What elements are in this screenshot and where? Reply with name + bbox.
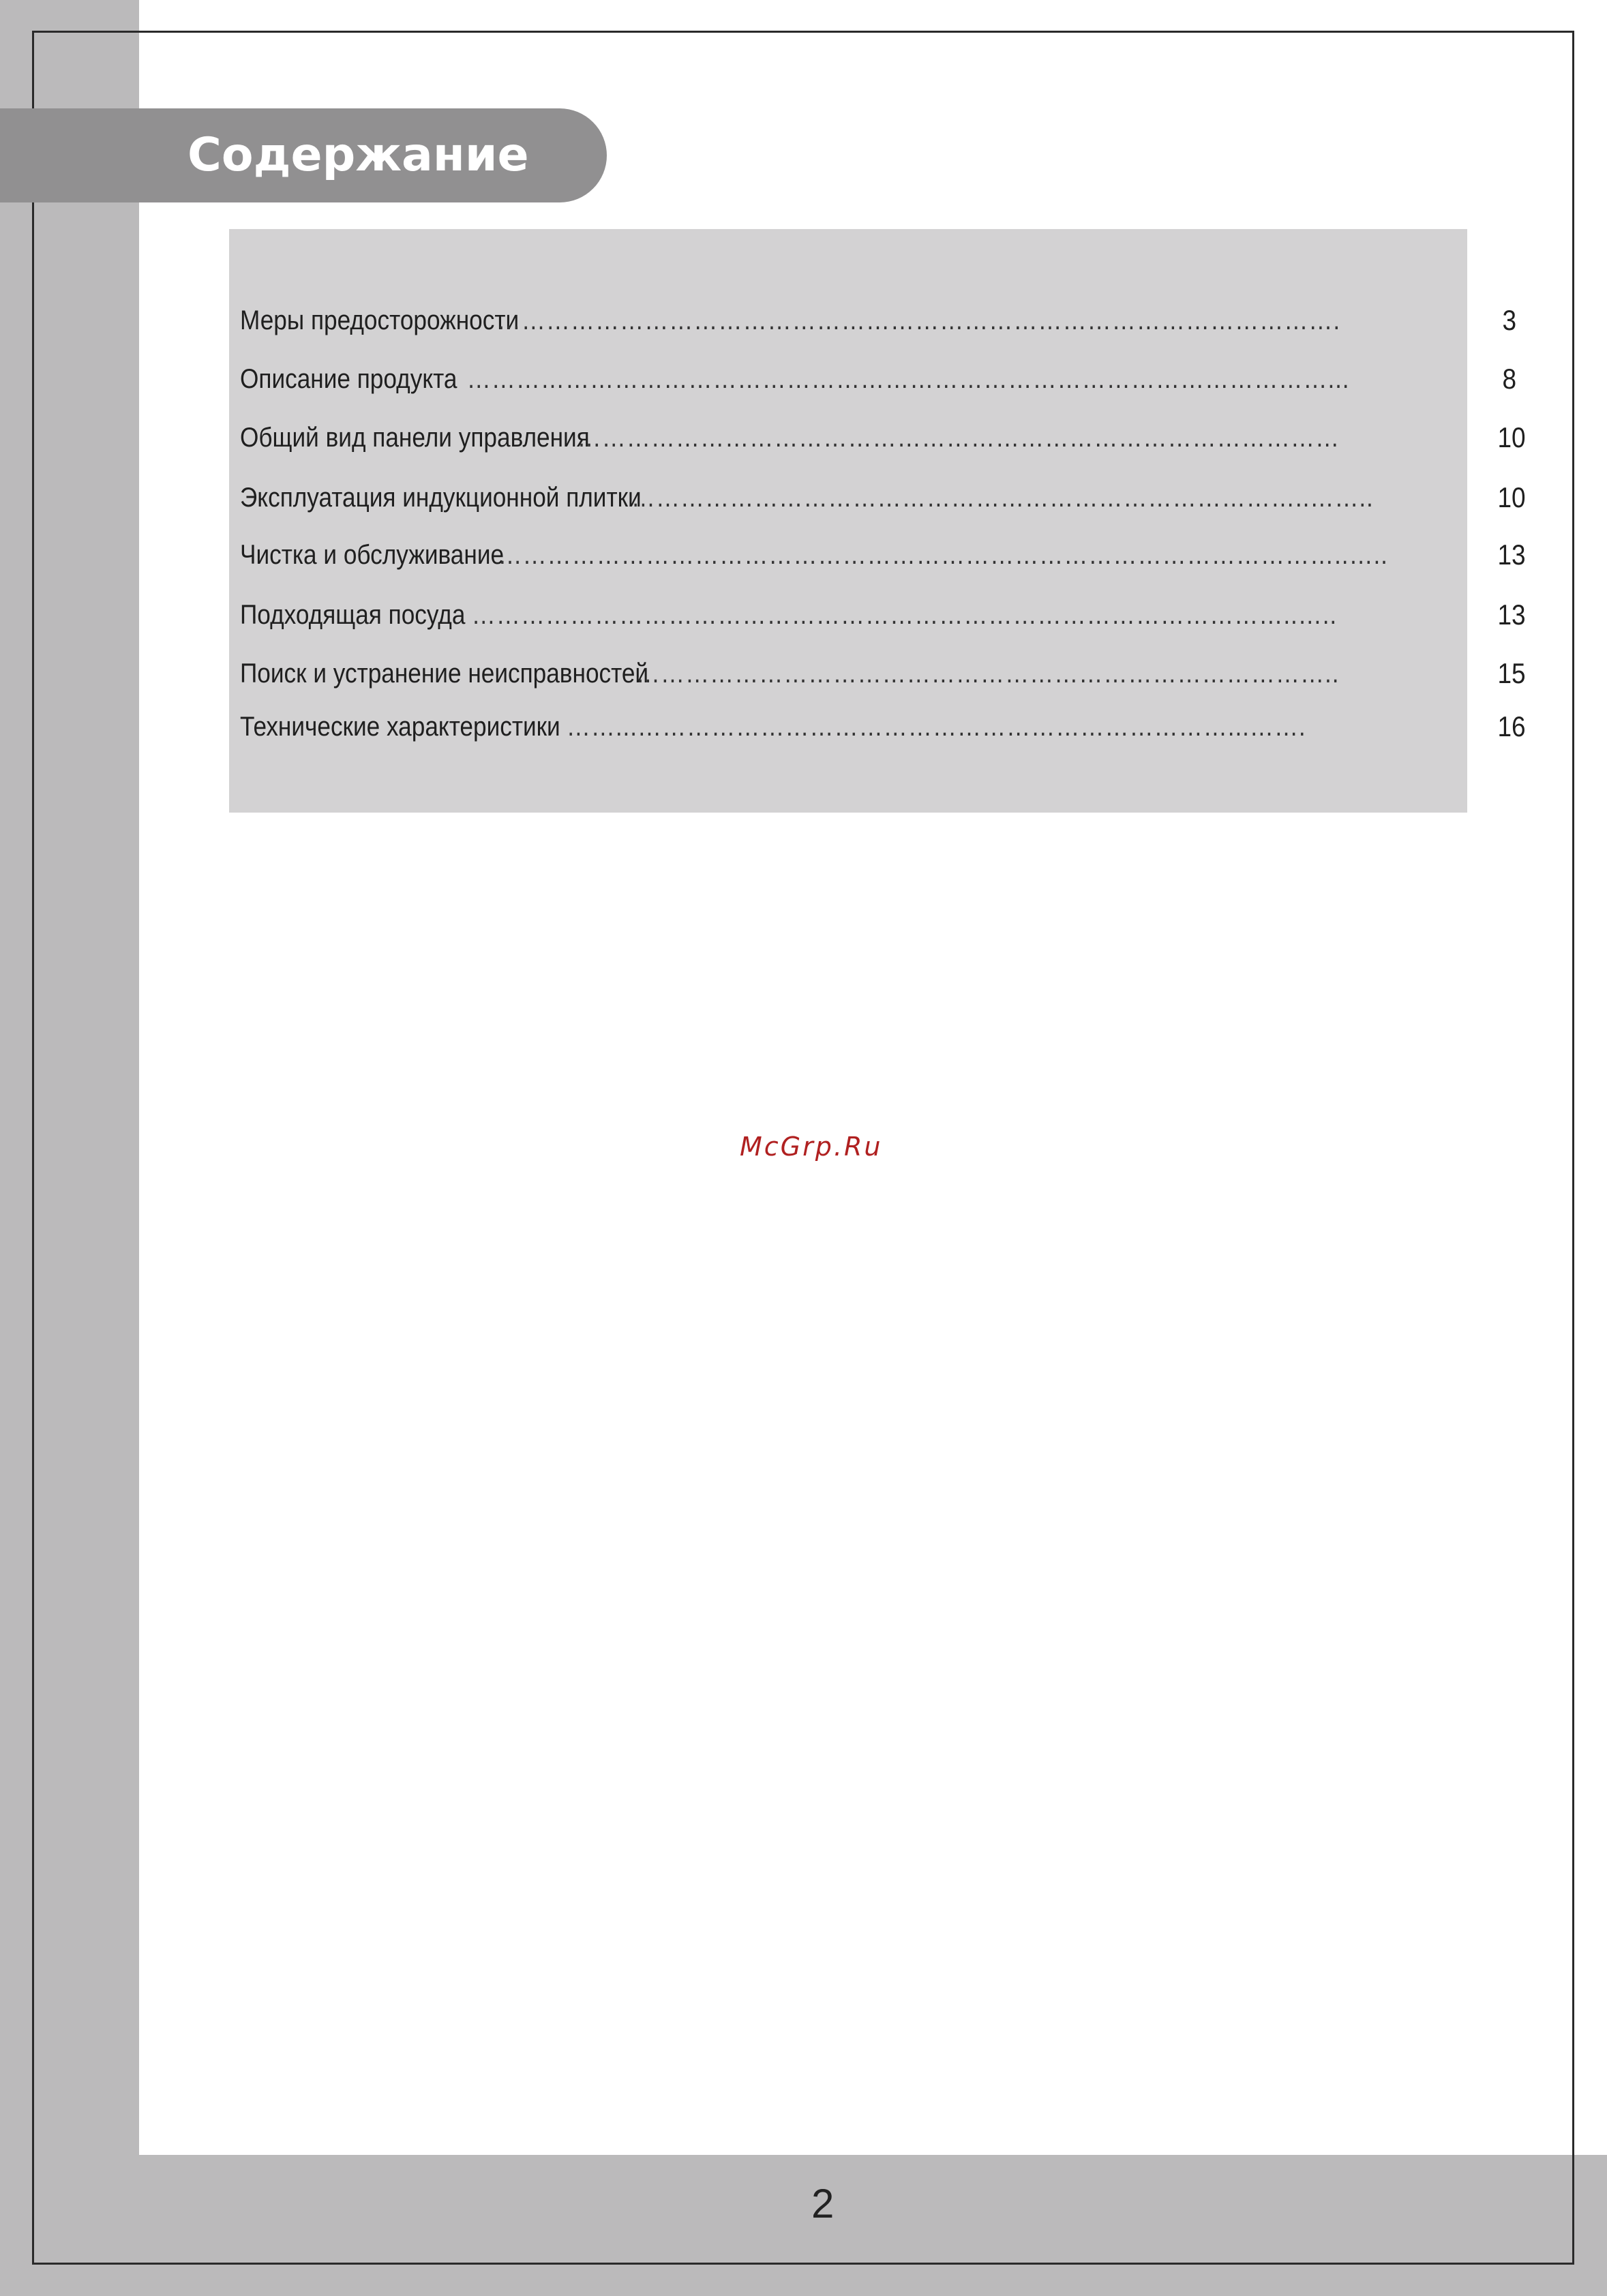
toc-entry-title: Подходящая посуда — [240, 600, 466, 630]
toc-leader-dots: ………………………………………………………………………………… — [577, 423, 1340, 453]
watermark-text: McGrp.Ru — [740, 1132, 883, 1162]
toc-entry[interactable] — [240, 652, 1526, 695]
toc-leader-dots: …………………………………………………………………………………………. — [496, 305, 1341, 335]
toc-leader-dots: …………………………………………………………………………………………..….. — [498, 540, 1388, 570]
toc-page-number: 10 — [1497, 421, 1526, 453]
toc-page-number: 8 — [1502, 363, 1517, 395]
toc-entry-title: Меры предосторожности — [240, 305, 520, 335]
toc-page-number: 3 — [1502, 304, 1517, 336]
toc-leader-dots: ………………………………………………………………………………………..….. — [471, 600, 1338, 630]
toc-entry-title: Чистка и обслуживание — [240, 540, 505, 570]
toc-entry[interactable] — [240, 705, 1526, 749]
toc-entry[interactable] — [240, 533, 1526, 577]
toc-leader-dots: ……...………………………………………………………………...……. — [566, 712, 1306, 742]
toc-entry-title: Описание продукта — [240, 364, 457, 394]
toc-entry-title: Эксплуатация индукционной плитки — [240, 483, 642, 513]
toc-page-number: 15 — [1497, 657, 1526, 689]
toc-entry-title: Поиск и устранение неисправностей — [240, 659, 649, 689]
toc-page-number: 13 — [1497, 539, 1526, 571]
toc-page-number: 10 — [1497, 481, 1526, 513]
toc-entry[interactable] — [240, 299, 1517, 342]
toc-entry[interactable] — [240, 593, 1526, 637]
page-title: Содержание — [187, 128, 529, 182]
page-number: 2 — [811, 2181, 835, 2226]
toc-entry-title: Общий вид панели управления — [240, 423, 590, 453]
toc-page-number: 16 — [1497, 710, 1526, 742]
toc-page-number: 13 — [1497, 599, 1526, 631]
toc-leader-dots: ……………………………………………………………………………………………... — [466, 364, 1350, 394]
toc-entry[interactable] — [240, 476, 1526, 519]
toc-entry[interactable] — [240, 416, 1526, 459]
toc-entry[interactable] — [240, 357, 1517, 401]
toc-leader-dots: ………………………………………………………………………….. — [635, 659, 1340, 689]
toc-entry-title: Технические характеристики — [240, 712, 560, 742]
toc-leader-dots: ………………………………………………………………………..…….. — [631, 483, 1374, 513]
